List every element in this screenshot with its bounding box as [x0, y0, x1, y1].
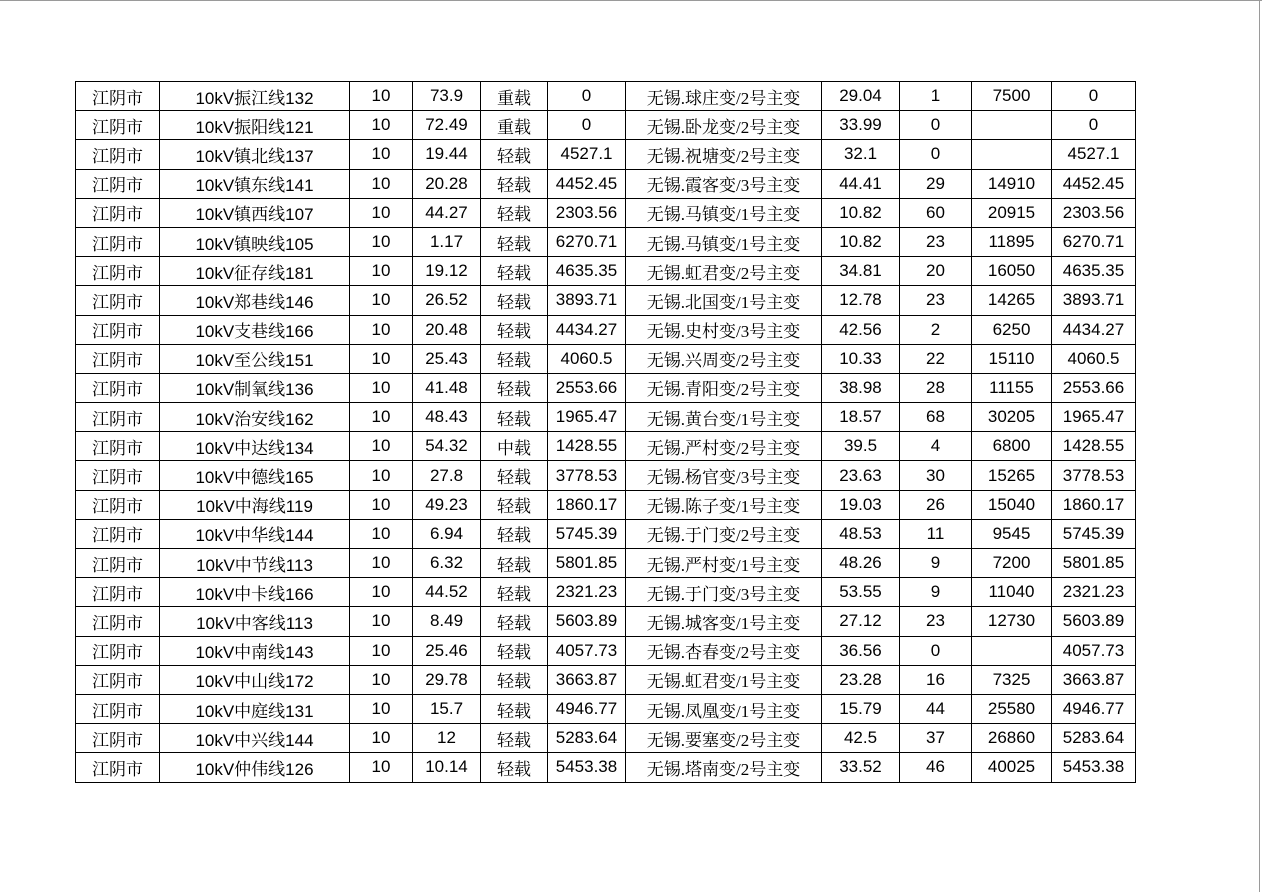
voltage-cell: 10 — [350, 169, 413, 198]
load-rate-cell: 20.48 — [413, 315, 481, 344]
user-count-cell: 11 — [900, 519, 972, 548]
load-status-cell: 轻载 — [481, 549, 548, 578]
substation-cell: 无锡.霞客变/3号主变 — [626, 169, 822, 198]
transformer-load-cell: 23.63 — [822, 461, 900, 490]
city-cell: 江阴市 — [76, 169, 160, 198]
load-rate-cell: 12 — [413, 724, 481, 753]
city-cell: 江阴市 — [76, 344, 160, 373]
load-status-cell: 轻载 — [481, 578, 548, 607]
city-cell: 江阴市 — [76, 724, 160, 753]
substation-cell: 无锡.城客变/1号主变 — [626, 607, 822, 636]
substation-cell: 无锡.马镇变/1号主变 — [626, 227, 822, 256]
user-count-cell: 46 — [900, 753, 972, 782]
user-count-cell: 23 — [900, 227, 972, 256]
table-row — [76, 519, 1136, 548]
city-cell: 江阴市 — [76, 519, 160, 548]
table-row — [76, 198, 1136, 227]
substation-cell: 无锡.虹君变/2号主变 — [626, 257, 822, 286]
line-name-cell: 10kV至公线151 — [160, 344, 350, 373]
load-rate-cell: 1.17 — [413, 227, 481, 256]
table-row — [76, 373, 1136, 402]
available-capacity-cell: 5801.85 — [548, 549, 626, 578]
load-status-cell: 轻载 — [481, 607, 548, 636]
transformer-load-cell: 38.98 — [822, 373, 900, 402]
table-row — [76, 636, 1136, 665]
user-count-cell: 1 — [900, 82, 972, 111]
user-capacity-cell: 11895 — [972, 227, 1052, 256]
transformer-load-cell: 10.82 — [822, 227, 900, 256]
voltage-cell: 10 — [350, 198, 413, 227]
user-count-cell: 0 — [900, 111, 972, 140]
load-status-cell: 轻载 — [481, 315, 548, 344]
voltage-cell: 10 — [350, 315, 413, 344]
user-capacity-cell — [972, 111, 1052, 140]
load-status-cell: 轻载 — [481, 344, 548, 373]
line-name-cell: 10kV中海线119 — [160, 490, 350, 519]
load-status-cell: 轻载 — [481, 227, 548, 256]
available-capacity-cell: 3663.87 — [548, 665, 626, 694]
remaining-capacity-cell: 3893.71 — [1052, 286, 1136, 315]
load-rate-cell: 44.27 — [413, 198, 481, 227]
load-status-cell: 轻载 — [481, 140, 548, 169]
city-cell: 江阴市 — [76, 140, 160, 169]
user-count-cell: 68 — [900, 403, 972, 432]
table-row — [76, 753, 1136, 782]
available-capacity-cell: 1965.47 — [548, 403, 626, 432]
city-cell: 江阴市 — [76, 373, 160, 402]
substation-cell: 无锡.球庄变/2号主变 — [626, 82, 822, 111]
transformer-load-cell: 44.41 — [822, 169, 900, 198]
load-rate-cell: 54.32 — [413, 432, 481, 461]
transformer-load-cell: 42.5 — [822, 724, 900, 753]
remaining-capacity-cell: 5745.39 — [1052, 519, 1136, 548]
voltage-cell: 10 — [350, 432, 413, 461]
table-row — [76, 403, 1136, 432]
voltage-cell: 10 — [350, 607, 413, 636]
load-status-cell: 轻载 — [481, 257, 548, 286]
user-count-cell: 4 — [900, 432, 972, 461]
remaining-capacity-cell: 1428.55 — [1052, 432, 1136, 461]
substation-cell: 无锡.凤凰变/1号主变 — [626, 694, 822, 723]
user-count-cell: 9 — [900, 549, 972, 578]
user-count-cell: 16 — [900, 665, 972, 694]
user-count-cell: 29 — [900, 169, 972, 198]
voltage-cell: 10 — [350, 549, 413, 578]
available-capacity-cell: 4946.77 — [548, 694, 626, 723]
available-capacity-cell: 1428.55 — [548, 432, 626, 461]
voltage-cell: 10 — [350, 111, 413, 140]
user-capacity-cell: 15040 — [972, 490, 1052, 519]
substation-cell: 无锡.杏春变/2号主变 — [626, 636, 822, 665]
available-capacity-cell: 2321.23 — [548, 578, 626, 607]
line-name-cell: 10kV中南线143 — [160, 636, 350, 665]
load-status-cell: 轻载 — [481, 753, 548, 782]
substation-cell: 无锡.北国变/1号主变 — [626, 286, 822, 315]
remaining-capacity-cell: 2553.66 — [1052, 373, 1136, 402]
transformer-load-cell: 15.79 — [822, 694, 900, 723]
voltage-cell: 10 — [350, 694, 413, 723]
voltage-cell: 10 — [350, 490, 413, 519]
available-capacity-cell: 0 — [548, 111, 626, 140]
transformer-load-cell: 53.55 — [822, 578, 900, 607]
user-count-cell: 9 — [900, 578, 972, 607]
city-cell: 江阴市 — [76, 549, 160, 578]
available-capacity-cell: 5453.38 — [548, 753, 626, 782]
substation-cell: 无锡.黄台变/1号主变 — [626, 403, 822, 432]
transformer-load-cell: 33.99 — [822, 111, 900, 140]
substation-cell: 无锡.兴周变/2号主变 — [626, 344, 822, 373]
voltage-cell: 10 — [350, 665, 413, 694]
user-capacity-cell: 9545 — [972, 519, 1052, 548]
line-name-cell: 10kV振江线132 — [160, 82, 350, 111]
feeder-load-table — [75, 81, 1136, 783]
voltage-cell: 10 — [350, 257, 413, 286]
voltage-cell: 10 — [350, 753, 413, 782]
line-name-cell: 10kV制氧线136 — [160, 373, 350, 402]
substation-cell: 无锡.祝塘变/2号主变 — [626, 140, 822, 169]
available-capacity-cell: 4527.1 — [548, 140, 626, 169]
load-rate-cell: 27.8 — [413, 461, 481, 490]
line-name-cell: 10kV镇西线107 — [160, 198, 350, 227]
substation-cell: 无锡.要塞变/2号主变 — [626, 724, 822, 753]
transformer-load-cell: 27.12 — [822, 607, 900, 636]
user-capacity-cell: 26860 — [972, 724, 1052, 753]
table-body — [76, 82, 1136, 783]
user-capacity-cell: 11040 — [972, 578, 1052, 607]
load-rate-cell: 19.44 — [413, 140, 481, 169]
remaining-capacity-cell: 3778.53 — [1052, 461, 1136, 490]
available-capacity-cell: 4452.45 — [548, 169, 626, 198]
voltage-cell: 10 — [350, 519, 413, 548]
user-count-cell: 44 — [900, 694, 972, 723]
remaining-capacity-cell: 3663.87 — [1052, 665, 1136, 694]
remaining-capacity-cell: 5283.64 — [1052, 724, 1136, 753]
load-status-cell: 重载 — [481, 111, 548, 140]
transformer-load-cell: 12.78 — [822, 286, 900, 315]
transformer-load-cell: 23.28 — [822, 665, 900, 694]
load-rate-cell: 20.28 — [413, 169, 481, 198]
city-cell: 江阴市 — [76, 432, 160, 461]
line-name-cell: 10kV中卡线166 — [160, 578, 350, 607]
voltage-cell: 10 — [350, 140, 413, 169]
line-name-cell: 10kV中德线165 — [160, 461, 350, 490]
load-status-cell: 轻载 — [481, 461, 548, 490]
table-row — [76, 82, 1136, 111]
load-rate-cell: 26.52 — [413, 286, 481, 315]
table-row — [76, 344, 1136, 373]
remaining-capacity-cell: 2303.56 — [1052, 198, 1136, 227]
transformer-load-cell: 18.57 — [822, 403, 900, 432]
line-name-cell: 10kV振阳线121 — [160, 111, 350, 140]
substation-cell: 无锡.严村变/1号主变 — [626, 549, 822, 578]
user-capacity-cell: 7325 — [972, 665, 1052, 694]
substation-cell: 无锡.陈子变/1号主变 — [626, 490, 822, 519]
remaining-capacity-cell: 4946.77 — [1052, 694, 1136, 723]
user-capacity-cell: 11155 — [972, 373, 1052, 402]
city-cell: 江阴市 — [76, 82, 160, 111]
user-capacity-cell — [972, 140, 1052, 169]
voltage-cell: 10 — [350, 82, 413, 111]
voltage-cell: 10 — [350, 227, 413, 256]
line-name-cell: 10kV中达线134 — [160, 432, 350, 461]
substation-cell: 无锡.杨官变/3号主变 — [626, 461, 822, 490]
line-name-cell: 10kV中兴线144 — [160, 724, 350, 753]
user-capacity-cell — [972, 636, 1052, 665]
load-status-cell: 轻载 — [481, 403, 548, 432]
table-row — [76, 694, 1136, 723]
remaining-capacity-cell: 1860.17 — [1052, 490, 1136, 519]
line-name-cell: 10kV仲伟线126 — [160, 753, 350, 782]
transformer-load-cell: 48.26 — [822, 549, 900, 578]
load-rate-cell: 44.52 — [413, 578, 481, 607]
remaining-capacity-cell: 4527.1 — [1052, 140, 1136, 169]
voltage-cell: 10 — [350, 286, 413, 315]
page-right-border — [1259, 0, 1260, 892]
remaining-capacity-cell: 6270.71 — [1052, 227, 1136, 256]
load-rate-cell: 48.43 — [413, 403, 481, 432]
user-capacity-cell: 40025 — [972, 753, 1052, 782]
substation-cell: 无锡.马镇变/1号主变 — [626, 198, 822, 227]
voltage-cell: 10 — [350, 403, 413, 432]
city-cell: 江阴市 — [76, 607, 160, 636]
city-cell: 江阴市 — [76, 403, 160, 432]
load-rate-cell: 6.94 — [413, 519, 481, 548]
line-name-cell: 10kV中山线172 — [160, 665, 350, 694]
voltage-cell: 10 — [350, 636, 413, 665]
remaining-capacity-cell: 4434.27 — [1052, 315, 1136, 344]
substation-cell: 无锡.严村变/2号主变 — [626, 432, 822, 461]
remaining-capacity-cell: 1965.47 — [1052, 403, 1136, 432]
load-status-cell: 轻载 — [481, 724, 548, 753]
city-cell: 江阴市 — [76, 461, 160, 490]
load-status-cell: 轻载 — [481, 373, 548, 402]
line-name-cell: 10kV征存线181 — [160, 257, 350, 286]
available-capacity-cell: 5283.64 — [548, 724, 626, 753]
line-name-cell: 10kV镇北线137 — [160, 140, 350, 169]
load-status-cell: 轻载 — [481, 286, 548, 315]
transformer-load-cell: 19.03 — [822, 490, 900, 519]
load-status-cell: 轻载 — [481, 198, 548, 227]
user-capacity-cell: 30205 — [972, 403, 1052, 432]
user-count-cell: 0 — [900, 636, 972, 665]
voltage-cell: 10 — [350, 578, 413, 607]
available-capacity-cell: 4060.5 — [548, 344, 626, 373]
load-status-cell: 轻载 — [481, 665, 548, 694]
user-capacity-cell: 12730 — [972, 607, 1052, 636]
available-capacity-cell: 6270.71 — [548, 227, 626, 256]
city-cell: 江阴市 — [76, 286, 160, 315]
transformer-load-cell: 42.56 — [822, 315, 900, 344]
available-capacity-cell: 3893.71 — [548, 286, 626, 315]
user-count-cell: 0 — [900, 140, 972, 169]
table-row — [76, 286, 1136, 315]
table-row — [76, 315, 1136, 344]
city-cell: 江阴市 — [76, 636, 160, 665]
load-rate-cell: 29.78 — [413, 665, 481, 694]
line-name-cell: 10kV中节线113 — [160, 549, 350, 578]
table-row — [76, 169, 1136, 198]
city-cell: 江阴市 — [76, 490, 160, 519]
available-capacity-cell: 4635.35 — [548, 257, 626, 286]
table-row — [76, 490, 1136, 519]
user-count-cell: 23 — [900, 286, 972, 315]
user-count-cell: 37 — [900, 724, 972, 753]
load-rate-cell: 49.23 — [413, 490, 481, 519]
table-row — [76, 140, 1136, 169]
load-status-cell: 重载 — [481, 82, 548, 111]
remaining-capacity-cell: 4452.45 — [1052, 169, 1136, 198]
load-status-cell: 轻载 — [481, 636, 548, 665]
load-status-cell: 轻载 — [481, 694, 548, 723]
transformer-load-cell: 29.04 — [822, 82, 900, 111]
available-capacity-cell: 0 — [548, 82, 626, 111]
user-capacity-cell: 6800 — [972, 432, 1052, 461]
city-cell: 江阴市 — [76, 227, 160, 256]
remaining-capacity-cell: 4635.35 — [1052, 257, 1136, 286]
load-rate-cell: 25.43 — [413, 344, 481, 373]
voltage-cell: 10 — [350, 344, 413, 373]
user-capacity-cell: 25580 — [972, 694, 1052, 723]
city-cell: 江阴市 — [76, 111, 160, 140]
user-count-cell: 30 — [900, 461, 972, 490]
city-cell: 江阴市 — [76, 694, 160, 723]
load-rate-cell: 72.49 — [413, 111, 481, 140]
user-count-cell: 28 — [900, 373, 972, 402]
table-row — [76, 227, 1136, 256]
load-rate-cell: 41.48 — [413, 373, 481, 402]
transformer-load-cell: 33.52 — [822, 753, 900, 782]
available-capacity-cell: 2553.66 — [548, 373, 626, 402]
line-name-cell: 10kV中客线113 — [160, 607, 350, 636]
user-capacity-cell: 7500 — [972, 82, 1052, 111]
line-name-cell: 10kV镇映线105 — [160, 227, 350, 256]
substation-cell: 无锡.于门变/3号主变 — [626, 578, 822, 607]
load-rate-cell: 6.32 — [413, 549, 481, 578]
city-cell: 江阴市 — [76, 578, 160, 607]
city-cell: 江阴市 — [76, 198, 160, 227]
user-count-cell: 20 — [900, 257, 972, 286]
line-name-cell: 10kV支巷线166 — [160, 315, 350, 344]
table-row — [76, 578, 1136, 607]
city-cell: 江阴市 — [76, 257, 160, 286]
load-status-cell: 中载 — [481, 432, 548, 461]
load-rate-cell: 15.7 — [413, 694, 481, 723]
load-rate-cell: 73.9 — [413, 82, 481, 111]
remaining-capacity-cell: 2321.23 — [1052, 578, 1136, 607]
line-name-cell: 10kV中庭线131 — [160, 694, 350, 723]
table-row — [76, 724, 1136, 753]
transformer-load-cell: 34.81 — [822, 257, 900, 286]
table-row — [76, 549, 1136, 578]
load-rate-cell: 8.49 — [413, 607, 481, 636]
user-capacity-cell: 15265 — [972, 461, 1052, 490]
available-capacity-cell: 5745.39 — [548, 519, 626, 548]
available-capacity-cell: 5603.89 — [548, 607, 626, 636]
remaining-capacity-cell: 0 — [1052, 111, 1136, 140]
substation-cell: 无锡.青阳变/2号主变 — [626, 373, 822, 402]
available-capacity-cell: 4057.73 — [548, 636, 626, 665]
voltage-cell: 10 — [350, 373, 413, 402]
user-capacity-cell: 20915 — [972, 198, 1052, 227]
user-count-cell: 23 — [900, 607, 972, 636]
transformer-load-cell: 48.53 — [822, 519, 900, 548]
table-row — [76, 607, 1136, 636]
user-capacity-cell: 15110 — [972, 344, 1052, 373]
available-capacity-cell: 4434.27 — [548, 315, 626, 344]
line-name-cell: 10kV中华线144 — [160, 519, 350, 548]
load-rate-cell: 19.12 — [413, 257, 481, 286]
remaining-capacity-cell: 5603.89 — [1052, 607, 1136, 636]
user-count-cell: 2 — [900, 315, 972, 344]
user-capacity-cell: 14910 — [972, 169, 1052, 198]
load-status-cell: 轻载 — [481, 169, 548, 198]
line-name-cell: 10kV治安线162 — [160, 403, 350, 432]
table-row — [76, 111, 1136, 140]
substation-cell: 无锡.虹君变/1号主变 — [626, 665, 822, 694]
voltage-cell: 10 — [350, 461, 413, 490]
user-capacity-cell: 14265 — [972, 286, 1052, 315]
substation-cell: 无锡.于门变/2号主变 — [626, 519, 822, 548]
user-capacity-cell: 6250 — [972, 315, 1052, 344]
user-capacity-cell: 16050 — [972, 257, 1052, 286]
load-status-cell: 轻载 — [481, 490, 548, 519]
table-row — [76, 432, 1136, 461]
page-top-border — [0, 0, 1262, 1]
table-row — [76, 665, 1136, 694]
transformer-load-cell: 39.5 — [822, 432, 900, 461]
user-count-cell: 60 — [900, 198, 972, 227]
load-rate-cell: 25.46 — [413, 636, 481, 665]
available-capacity-cell: 3778.53 — [548, 461, 626, 490]
transformer-load-cell: 10.82 — [822, 198, 900, 227]
remaining-capacity-cell: 4057.73 — [1052, 636, 1136, 665]
line-name-cell: 10kV镇东线141 — [160, 169, 350, 198]
remaining-capacity-cell: 5453.38 — [1052, 753, 1136, 782]
transformer-load-cell: 32.1 — [822, 140, 900, 169]
user-capacity-cell: 7200 — [972, 549, 1052, 578]
load-status-cell: 轻载 — [481, 519, 548, 548]
transformer-load-cell: 10.33 — [822, 344, 900, 373]
line-name-cell: 10kV郑巷线146 — [160, 286, 350, 315]
city-cell: 江阴市 — [76, 665, 160, 694]
remaining-capacity-cell: 0 — [1052, 82, 1136, 111]
city-cell: 江阴市 — [76, 753, 160, 782]
substation-cell: 无锡.塔南变/2号主变 — [626, 753, 822, 782]
substation-cell: 无锡.史村变/3号主变 — [626, 315, 822, 344]
remaining-capacity-cell: 5801.85 — [1052, 549, 1136, 578]
substation-cell: 无锡.卧龙变/2号主变 — [626, 111, 822, 140]
city-cell: 江阴市 — [76, 315, 160, 344]
transformer-load-cell: 36.56 — [822, 636, 900, 665]
available-capacity-cell: 2303.56 — [548, 198, 626, 227]
remaining-capacity-cell: 4060.5 — [1052, 344, 1136, 373]
available-capacity-cell: 1860.17 — [548, 490, 626, 519]
load-rate-cell: 10.14 — [413, 753, 481, 782]
table-row — [76, 257, 1136, 286]
user-count-cell: 22 — [900, 344, 972, 373]
voltage-cell: 10 — [350, 724, 413, 753]
table-row — [76, 461, 1136, 490]
user-count-cell: 26 — [900, 490, 972, 519]
